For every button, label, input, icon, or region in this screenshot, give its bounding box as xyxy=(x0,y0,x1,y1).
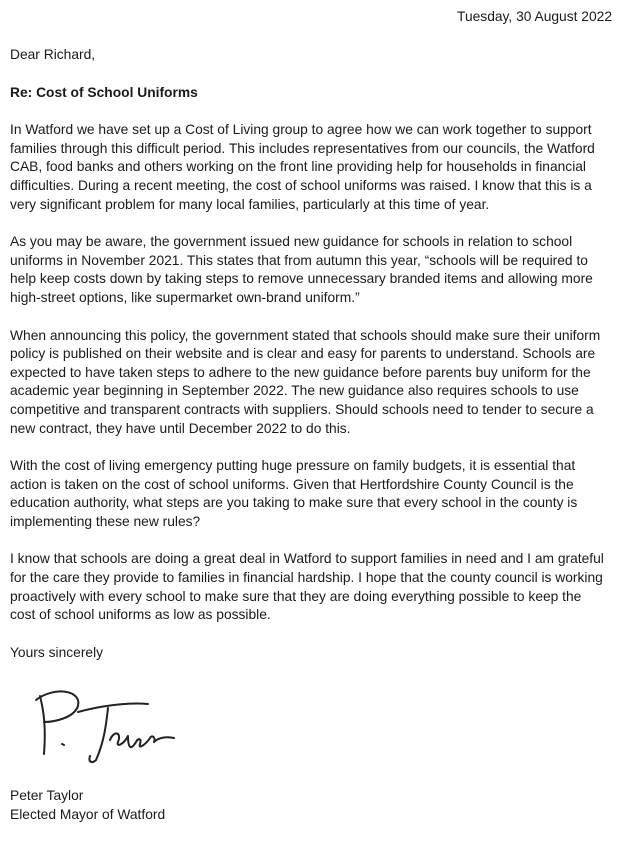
closing: Yours sincerely xyxy=(10,644,104,660)
signer-title: Elected Mayor of Watford xyxy=(10,807,166,823)
signer-name: Peter Taylor xyxy=(10,788,84,804)
letter-body xyxy=(10,46,610,825)
signature-image xyxy=(24,682,192,768)
paragraph-5: I know that schools are doing a great deal in Watford to support families in need and I am grateful for the care they provide to families in financial hardship. I hope that the county council is working proactively with every school to make sure that they are doing everything possible to keep the cost of school uniforms as low as possible. xyxy=(10,551,604,623)
paragraph-4: With the cost of living emergency putting huge pressure on family budgets, it is essential that action is taken on the cost of school uniforms. Given that Hertfordshire County Council is the education authority, what steps are you taking to make sure that every school in the county is implementing these new rules? xyxy=(10,458,578,529)
paragraph-3: When announcing this policy, the government stated that schools should make sure their uniform policy is published on their website and is clear and easy for parents to understand. Schools are expected to have taken steps to adhere to the new guidance before parents buy uniform for the academic year beginning in September 2022. The new guidance also requires schools to use competitive and transparent contracts with suppliers. Should schools need to tender to secure a new contract, they have until December 2022 to do this. xyxy=(10,327,601,436)
paragraph-2: As you may be aware, the government issued new guidance for schools in relation to school uniforms in November 2021. This states that from autumn this year, “schools will be required to help keep costs down by taking steps to remove unnecessary branded items and allowing more high-street options, like supermarket own-brand uniform.” xyxy=(10,234,593,305)
greeting: Dear Richard, xyxy=(10,47,96,62)
letter-date: Tuesday, 30 August 2022 xyxy=(457,9,612,24)
paragraph-1: In Watford we have set up a Cost of Living group to agree how we can work together to support families through this difficult period. This includes representatives from our councils, the Watford CAB, food banks and others working on the front line providing help for households in financial difficulties. During a recent meeting, the cost of school uniforms was raised. I know that this is a very significant problem for many local families, particularly at this time of year. xyxy=(10,122,595,212)
subject-line: Re: Cost of School Uniforms xyxy=(10,84,198,100)
